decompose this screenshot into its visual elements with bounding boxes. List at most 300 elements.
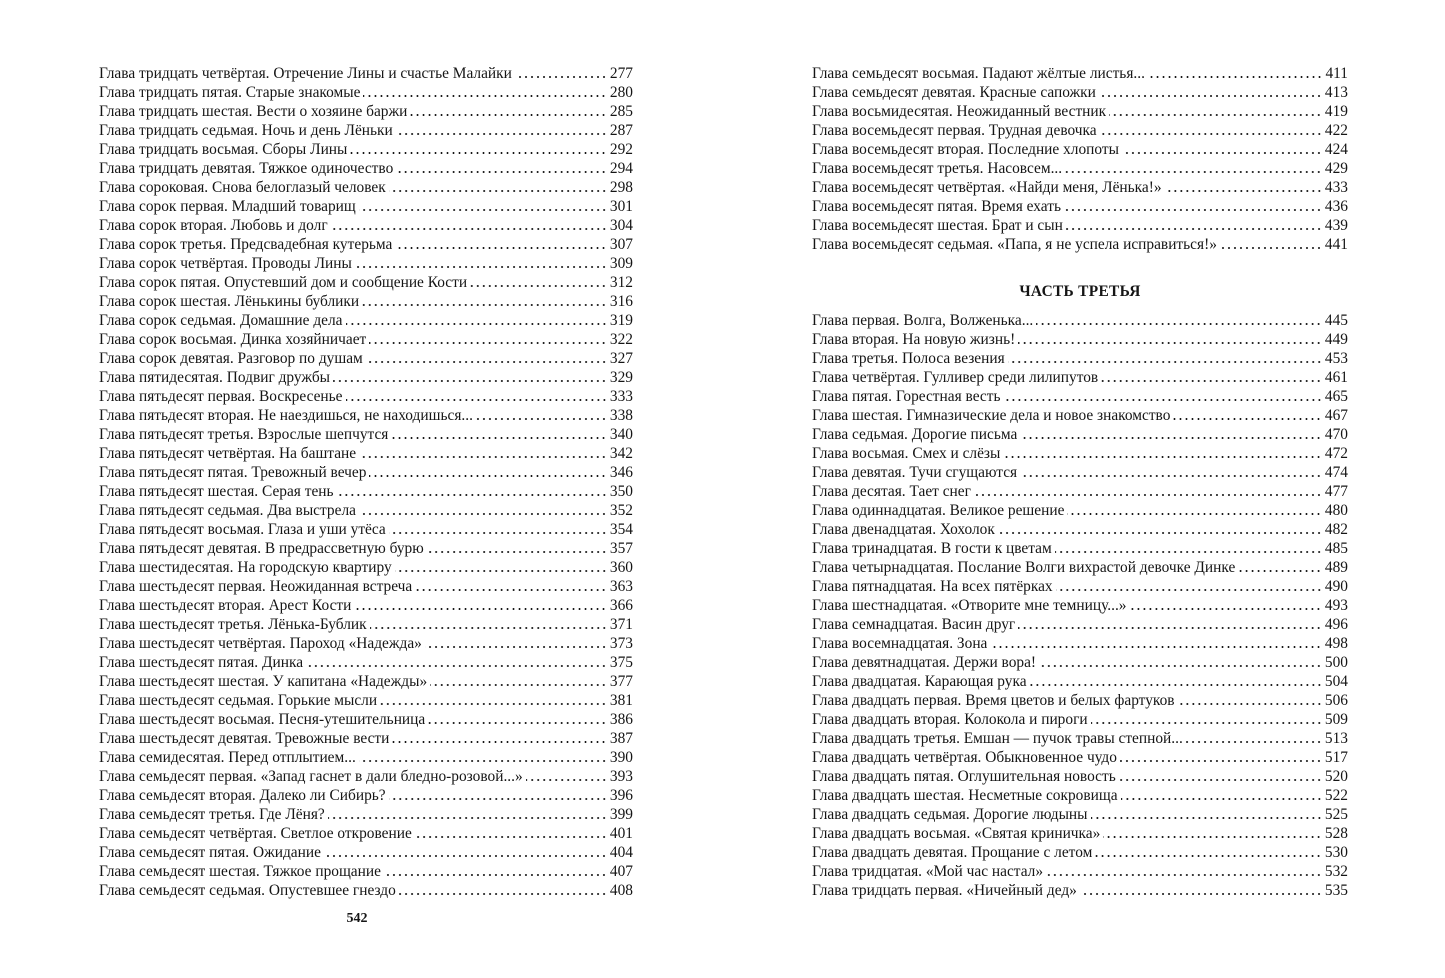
dot-leader: [1091, 720, 1322, 724]
toc-entry: [99, 368, 633, 387]
chapter-page-number: 375: [609, 654, 633, 671]
toc-entry: [812, 767, 1348, 786]
chapter-title: Глава семьдесят седьмая. Опустевшее гнездо: [99, 882, 396, 899]
dot-leader: [328, 815, 607, 819]
toc-entry: [99, 406, 633, 425]
chapter-page-number: 530: [1324, 844, 1348, 861]
dot-leader: [396, 169, 607, 173]
chapter-title: Глава шестьдесят восьмая. Песня-утешительница: [99, 711, 426, 728]
toc-entry: [99, 615, 633, 634]
chapter-page-number: 408: [609, 882, 633, 899]
chapter-page-number: 500: [1324, 654, 1348, 671]
toc-entry: [812, 748, 1348, 767]
chapter-title: Глава сорок первая. Младший товарищ: [99, 198, 356, 215]
toc-entry: [99, 273, 633, 292]
chapter-title: Глава двадцать девятая. Прощание с летом: [812, 844, 1093, 861]
chapter-page-number: 422: [1324, 122, 1348, 139]
toc-entry: [812, 197, 1348, 216]
chapter-page-number: 485: [1324, 540, 1348, 557]
chapter-page-number: 413: [1324, 84, 1348, 101]
chapter-page-number: 309: [609, 255, 633, 272]
dot-leader: [362, 302, 607, 306]
toc-entry: [812, 83, 1348, 102]
dot-leader: [425, 644, 607, 648]
chapter-title: Глава третья. Полоса везения: [812, 350, 1005, 367]
chapter-title: Глава сороковая. Снова белоглазый человек: [99, 179, 386, 196]
toc-entry: [812, 444, 1348, 463]
chapter-title: Глава пятьдесят шестая. Серая тень: [99, 483, 334, 500]
chapter-page-number: 329: [609, 369, 633, 386]
toc-entry: [812, 881, 1348, 900]
toc-entry: [99, 824, 633, 843]
toc-entry: [99, 748, 633, 767]
chapter-page-number: 342: [609, 445, 633, 462]
toc-entry: [99, 159, 633, 178]
dot-leader: [389, 188, 607, 192]
dot-leader: [1103, 834, 1322, 838]
dot-leader: [333, 378, 607, 382]
chapter-page-number: 439: [1324, 217, 1348, 234]
chapter-page-number: 360: [609, 559, 633, 576]
toc-entry: [812, 368, 1348, 387]
toc-entry: [812, 102, 1348, 121]
dot-leader: [410, 112, 607, 116]
chapter-title: Глава шестидесятая. На городскую квартиру: [99, 559, 392, 576]
dot-leader: [1020, 473, 1322, 477]
toc-entry: [812, 653, 1348, 672]
chapter-page-number: 322: [609, 331, 633, 348]
chapter-page-number: 340: [609, 426, 633, 443]
toc-entry: [99, 558, 633, 577]
chapter-page-number: 287: [609, 122, 633, 139]
chapter-title: Глава шестнадцатая. «Отворите мне темницу...»: [812, 597, 1127, 614]
dot-leader: [415, 834, 607, 838]
chapter-title: Глава тридцать седьмая. Ночь и день Лёньки: [99, 122, 393, 139]
chapter-title: Глава шестьдесят седьмая. Горькие мысли: [99, 692, 378, 709]
chapter-title: Глава четырнадцатая. Послание Волги вихрастой девочке Динке: [812, 559, 1236, 576]
dot-leader: [990, 644, 1322, 648]
dot-leader: [1003, 454, 1322, 458]
toc-entry: [99, 387, 633, 406]
dot-leader: [370, 625, 607, 629]
dot-leader: [359, 511, 607, 515]
chapter-page-number: 532: [1324, 863, 1348, 880]
dot-leader: [1186, 739, 1322, 743]
chapter-page-number: 294: [609, 160, 633, 177]
dot-leader: [359, 207, 607, 211]
chapter-page-number: 407: [609, 863, 633, 880]
toc-entry: [812, 805, 1348, 824]
dot-leader: [1238, 568, 1322, 572]
toc-entry: [99, 197, 633, 216]
dot-leader: [1120, 758, 1322, 762]
toc-entry: [812, 634, 1348, 653]
toc-entry: [99, 805, 633, 824]
chapter-title: Глава семьдесят пятая. Ожидание: [99, 844, 321, 861]
dot-leader: [1008, 359, 1322, 363]
dot-leader: [430, 682, 607, 686]
dot-leader: [337, 492, 607, 496]
dot-leader: [1100, 131, 1322, 135]
dot-leader: [354, 606, 607, 610]
toc-entry: [99, 520, 633, 539]
chapter-title: Глава двадцать шестая. Несметные сокровища: [812, 787, 1118, 804]
chapter-page-number: 307: [609, 236, 633, 253]
dot-leader: [331, 226, 607, 230]
toc-entry: [812, 577, 1348, 596]
chapter-title: Глава семьдесят четвёртая. Светлое откровение: [99, 825, 412, 842]
chapter-title: Глава девятнадцатая. Держи вора!: [812, 654, 1037, 671]
chapter-page-number: 465: [1324, 388, 1348, 405]
chapter-page-number: 333: [609, 388, 633, 405]
chapter-title: Глава восемьдесят шестая. Брат и сын: [812, 217, 1063, 234]
chapter-title: Глава пятьдесят четвёртая. На баштане: [99, 445, 357, 462]
chapter-title: Глава пятая. Горестная весть: [812, 388, 1001, 405]
dot-leader: [395, 568, 607, 572]
toc-entry: [99, 577, 633, 596]
chapter-title: Глава семьдесят первая. «Запад гаснет в дали бледно-розовой...»: [99, 768, 523, 785]
chapter-title: Глава шестьдесят пятая. Динка: [99, 654, 304, 671]
toc-entry: [99, 102, 633, 121]
chapter-title: Глава четвёртая. Гулливер среди лилипутов: [812, 369, 1099, 386]
chapter-title: Глава семидесятая. Перед отплытием...: [99, 749, 356, 766]
chapter-page-number: 346: [609, 464, 633, 481]
chapter-title: Глава семьдесят девятая. Красные сапожки: [812, 84, 1096, 101]
chapter-page-number: 445: [1324, 312, 1348, 329]
chapter-title: Глава восемьдесят четвёртая. «Найди меня, Лёнька!»: [812, 179, 1162, 196]
chapter-page-number: 504: [1324, 673, 1348, 690]
chapter-title: Глава пятидесятая. Подвиг дружбы: [99, 369, 331, 386]
chapter-page-number: 461: [1324, 369, 1348, 386]
dot-leader: [1004, 397, 1322, 401]
chapter-title: Глава двадцать четвёртая. Обыкновенное чудо: [812, 749, 1117, 766]
chapter-title: Глава пятьдесят седьмая. Два выстрела: [99, 502, 356, 519]
chapter-page-number: 338: [609, 407, 633, 424]
chapter-title: Глава пятьдесят девятая. В предрассветную бурю: [99, 540, 424, 557]
chapter-page-number: 377: [609, 673, 633, 690]
dot-leader: [384, 872, 607, 876]
chapter-page-number: 371: [609, 616, 633, 633]
dot-leader: [1178, 701, 1322, 705]
toc-list-left: [99, 64, 633, 900]
dot-leader: [515, 74, 607, 78]
chapter-title: Глава восьмая. Смех и слёзы: [812, 445, 1001, 462]
chapter-page-number: 424: [1324, 141, 1348, 158]
chapter-title: Глава девятая. Тучи сгущаются: [812, 464, 1018, 481]
chapter-page-number: 280: [609, 84, 633, 101]
toc-entry: [812, 178, 1348, 197]
chapter-page-number: 386: [609, 711, 633, 728]
dot-leader: [1095, 853, 1322, 857]
toc-entry: [99, 767, 633, 786]
chapter-title: Глава шестьдесят первая. Неожиданная встреча: [99, 578, 413, 595]
chapter-title: Глава двадцать вторая. Колокола и пироги: [812, 711, 1088, 728]
chapter-page-number: 441: [1324, 236, 1348, 253]
chapter-page-number: 472: [1324, 445, 1348, 462]
toc-entry: [99, 463, 633, 482]
chapter-title: Глава двадцать восьмая. «Святая криничка»: [812, 825, 1101, 842]
chapter-page-number: 390: [609, 749, 633, 766]
chapter-title: Глава одиннадцатая. Великое решение: [812, 502, 1065, 519]
toc-entry: [812, 463, 1348, 482]
chapter-title: Глава тридцать первая. «Ничейный дед»: [812, 882, 1077, 899]
dot-leader: [1122, 150, 1322, 154]
toc-entry: [99, 235, 633, 254]
chapter-title: Глава пятнадцатая. На всех пятёрках: [812, 578, 1053, 595]
chapter-title: Глава тридцатая. «Мой час настал»: [812, 863, 1044, 880]
chapter-page-number: 401: [609, 825, 633, 842]
dot-leader: [324, 853, 607, 857]
toc-entry: [99, 672, 633, 691]
dot-leader: [415, 587, 607, 591]
chapter-page-number: 357: [609, 540, 633, 557]
dot-leader: [363, 93, 606, 97]
toc-entry: [812, 672, 1348, 691]
dot-leader: [1080, 891, 1322, 895]
dot-leader: [1055, 549, 1322, 553]
chapter-page-number: 453: [1324, 350, 1348, 367]
chapter-title: Глава восемьдесят пятая. Время ехать: [812, 198, 1061, 215]
dot-leader: [346, 397, 607, 401]
chapter-page-number: 525: [1324, 806, 1348, 823]
toc-entry: [99, 596, 633, 615]
chapter-page-number: 489: [1324, 559, 1348, 576]
chapter-page-number: 316: [609, 293, 633, 310]
toc-entry: [812, 121, 1348, 140]
chapter-title: Глава пятьдесят пятая. Тревожный вечер: [99, 464, 367, 481]
dot-leader: [1119, 777, 1322, 781]
toc-entry: [812, 615, 1348, 634]
chapter-title: Глава пятьдесят первая. Воскресенье: [99, 388, 343, 405]
toc-entry: [812, 159, 1348, 178]
chapter-title: Глава восемьдесят третья. Насовсем...: [812, 160, 1063, 177]
dot-leader: [1036, 321, 1322, 325]
chapter-page-number: 298: [609, 179, 633, 196]
toc-entry: [99, 292, 633, 311]
toc-list-right-top: [812, 64, 1348, 254]
dot-leader: [1109, 112, 1322, 116]
chapter-page-number: 496: [1324, 616, 1348, 633]
chapter-title: Глава сорок седьмая. Домашние дела: [99, 312, 343, 329]
dot-leader: [350, 150, 607, 154]
page-number: 542: [346, 911, 368, 926]
chapter-title: Глава шестьдесят шестая. У капитана «Надежды»: [99, 673, 428, 690]
chapter-page-number: 535: [1324, 882, 1348, 899]
chapter-title: Глава пятьдесят восьмая. Глаза и уши утёса: [99, 521, 386, 538]
chapter-page-number: 327: [609, 350, 633, 367]
toc-entry: [99, 330, 633, 349]
dot-leader: [391, 435, 607, 439]
chapter-title: Глава двадцать седьмая. Дорогие людыны: [812, 806, 1088, 823]
toc-entry: [99, 710, 633, 729]
dot-leader: [359, 454, 607, 458]
toc-entry: [812, 64, 1348, 83]
chapter-page-number: 513: [1324, 730, 1348, 747]
toc-entry: [812, 843, 1348, 862]
dot-leader: [1121, 796, 1322, 800]
chapter-title: Глава вторая. На новую жизнь!: [812, 331, 1016, 348]
chapter-title: Глава тридцать шестая. Вести о хозяине баржи: [99, 103, 408, 120]
chapter-page-number: 352: [609, 502, 633, 519]
chapter-page-number: 506: [1324, 692, 1348, 709]
chapter-title: Глава пятьдесят вторая. Не наездишься, не находишься...: [99, 407, 473, 424]
toc-entry: [812, 729, 1348, 748]
dot-leader: [306, 663, 607, 667]
toc-entry: [99, 425, 633, 444]
toc-entry: [812, 406, 1348, 425]
chapter-page-number: 474: [1324, 464, 1348, 481]
toc-entry: [812, 710, 1348, 729]
toc-entry: [99, 311, 633, 330]
chapter-page-number: 350: [609, 483, 633, 500]
chapter-title: Глава тридцать восьмая. Сборы Лины: [99, 141, 348, 158]
dot-leader: [1064, 207, 1322, 211]
dot-leader: [1056, 587, 1322, 591]
dot-leader: [1099, 93, 1322, 97]
dot-leader: [1173, 416, 1321, 420]
chapter-title: Глава шестьдесят девятая. Тревожные вести: [99, 730, 390, 747]
toc-entry: [99, 140, 633, 159]
chapter-page-number: 490: [1324, 578, 1348, 595]
chapter-title: Глава двадцатая. Карающая рука: [812, 673, 1027, 690]
chapter-title: Глава первая. Волга, Волженька...: [812, 312, 1034, 329]
toc-entry: [99, 444, 633, 463]
toc-entry: [99, 786, 633, 805]
chapter-title: Глава восемьдесят вторая. Последние хлопоты: [812, 141, 1119, 158]
part-heading: ЧАСТЬ ТРЕТЬЯ: [1019, 283, 1141, 300]
toc-entry: [99, 881, 633, 900]
chapter-page-number: 509: [1324, 711, 1348, 728]
dot-leader: [427, 549, 607, 553]
toc-entry: [812, 482, 1348, 501]
dot-leader: [1091, 815, 1322, 819]
chapter-page-number: 522: [1324, 787, 1348, 804]
toc-entry: [812, 539, 1348, 558]
chapter-page-number: 433: [1324, 179, 1348, 196]
toc-entry: [812, 691, 1348, 710]
dot-leader: [346, 321, 607, 325]
chapter-title: Глава сорок девятая. Разговор по душам: [99, 350, 363, 367]
chapter-title: Глава тринадцатая. В гости к цветам: [812, 540, 1052, 557]
chapter-page-number: 429: [1324, 160, 1348, 177]
chapter-page-number: 520: [1324, 768, 1348, 785]
toc-entry: [812, 786, 1348, 805]
chapter-title: Глава сорок пятая. Опустевший дом и сообщение Кости: [99, 274, 468, 291]
chapter-title: Глава шестьдесят вторая. Арест Кости: [99, 597, 352, 614]
dot-leader: [1065, 169, 1322, 173]
chapter-title: Глава восемнадцатая. Зона: [812, 635, 988, 652]
chapter-title: Глава сорок восьмая. Динка хозяйничает: [99, 331, 367, 348]
toc-entry: [99, 634, 633, 653]
dot-leader: [476, 416, 607, 420]
chapter-title: Глава восьмидесятая. Неожиданный вестник: [812, 103, 1107, 120]
dot-leader: [428, 720, 607, 724]
chapter-title: Глава сорок вторая. Любовь и долг: [99, 217, 328, 234]
toc-entry: [99, 729, 633, 748]
dot-leader: [1066, 226, 1322, 230]
chapter-page-number: 301: [609, 198, 633, 215]
chapter-title: Глава тридцать девятая. Тяжкое одиночество: [99, 160, 394, 177]
dot-leader: [366, 359, 607, 363]
chapter-page-number: 393: [609, 768, 633, 785]
chapter-page-number: 312: [609, 274, 633, 291]
chapter-title: Глава шестая. Гимназические дела и новое знакомство: [812, 407, 1171, 424]
dot-leader: [369, 340, 607, 344]
chapter-page-number: 366: [609, 597, 633, 614]
chapter-page-number: 498: [1324, 635, 1348, 652]
toc-entry: [812, 596, 1348, 615]
chapter-page-number: 449: [1324, 331, 1348, 348]
chapter-title: Глава седьмая. Дорогие письма: [812, 426, 1018, 443]
chapter-page-number: 381: [609, 692, 633, 709]
chapter-title: Глава двадцать первая. Время цветов и белых фартуков: [812, 692, 1175, 709]
chapter-page-number: 470: [1324, 426, 1348, 443]
chapter-title: Глава пятьдесят третья. Взрослые шепчутся: [99, 426, 389, 443]
chapter-page-number: 419: [1324, 103, 1348, 120]
chapter-page-number: 319: [609, 312, 633, 329]
chapter-page-number: 292: [609, 141, 633, 158]
dot-leader: [998, 530, 1322, 534]
toc-entry: [99, 843, 633, 862]
dot-leader: [470, 283, 607, 287]
toc-entry: [812, 311, 1348, 330]
chapter-title: Глава семьдесят шестая. Тяжкое прощание: [99, 863, 381, 880]
dot-leader: [974, 492, 1322, 496]
toc-entry: [812, 862, 1348, 881]
chapter-page-number: 399: [609, 806, 633, 823]
dot-leader: [1039, 663, 1322, 667]
chapter-page-number: 467: [1324, 407, 1348, 424]
chapter-page-number: 285: [609, 103, 633, 120]
chapter-title: Глава восемьдесят первая. Трудная девочка: [812, 122, 1097, 139]
dot-leader: [1020, 435, 1322, 439]
chapter-page-number: 354: [609, 521, 633, 538]
toc-entry: [99, 254, 633, 273]
dot-leader: [1030, 682, 1322, 686]
dot-leader: [1129, 606, 1321, 610]
chapter-page-number: 387: [609, 730, 633, 747]
dot-leader: [395, 245, 607, 249]
dot-leader: [1018, 340, 1322, 344]
dot-leader: [1067, 511, 1321, 515]
chapter-page-number: 363: [609, 578, 633, 595]
toc-entry: [812, 235, 1348, 254]
toc-entry: [812, 140, 1348, 159]
dot-leader: [1046, 872, 1322, 876]
toc-entry: [99, 216, 633, 235]
chapter-page-number: 436: [1324, 198, 1348, 215]
toc-entry: [812, 349, 1348, 368]
chapter-page-number: 480: [1324, 502, 1348, 519]
chapter-page-number: 396: [609, 787, 633, 804]
chapter-page-number: 411: [1325, 65, 1348, 82]
toc-entry: [99, 862, 633, 881]
toc-list-right-bottom: [812, 311, 1348, 900]
chapter-title: Глава двадцать третья. Емшан — пучок травы степной...: [812, 730, 1183, 747]
chapter-page-number: 517: [1324, 749, 1348, 766]
dot-leader: [369, 473, 606, 477]
dot-leader: [392, 739, 607, 743]
chapter-title: Глава сорок четвёртая. Проводы Лины: [99, 255, 352, 272]
dot-leader: [389, 530, 607, 534]
dot-leader: [355, 264, 607, 268]
toc-entry: [99, 501, 633, 520]
dot-leader: [1018, 625, 1322, 629]
dot-leader: [399, 891, 607, 895]
dot-leader: [1220, 245, 1322, 249]
chapter-title: Глава тридцать четвёртая. Отречение Лины и счастье Малайки: [99, 65, 512, 82]
dot-leader: [1101, 378, 1322, 382]
